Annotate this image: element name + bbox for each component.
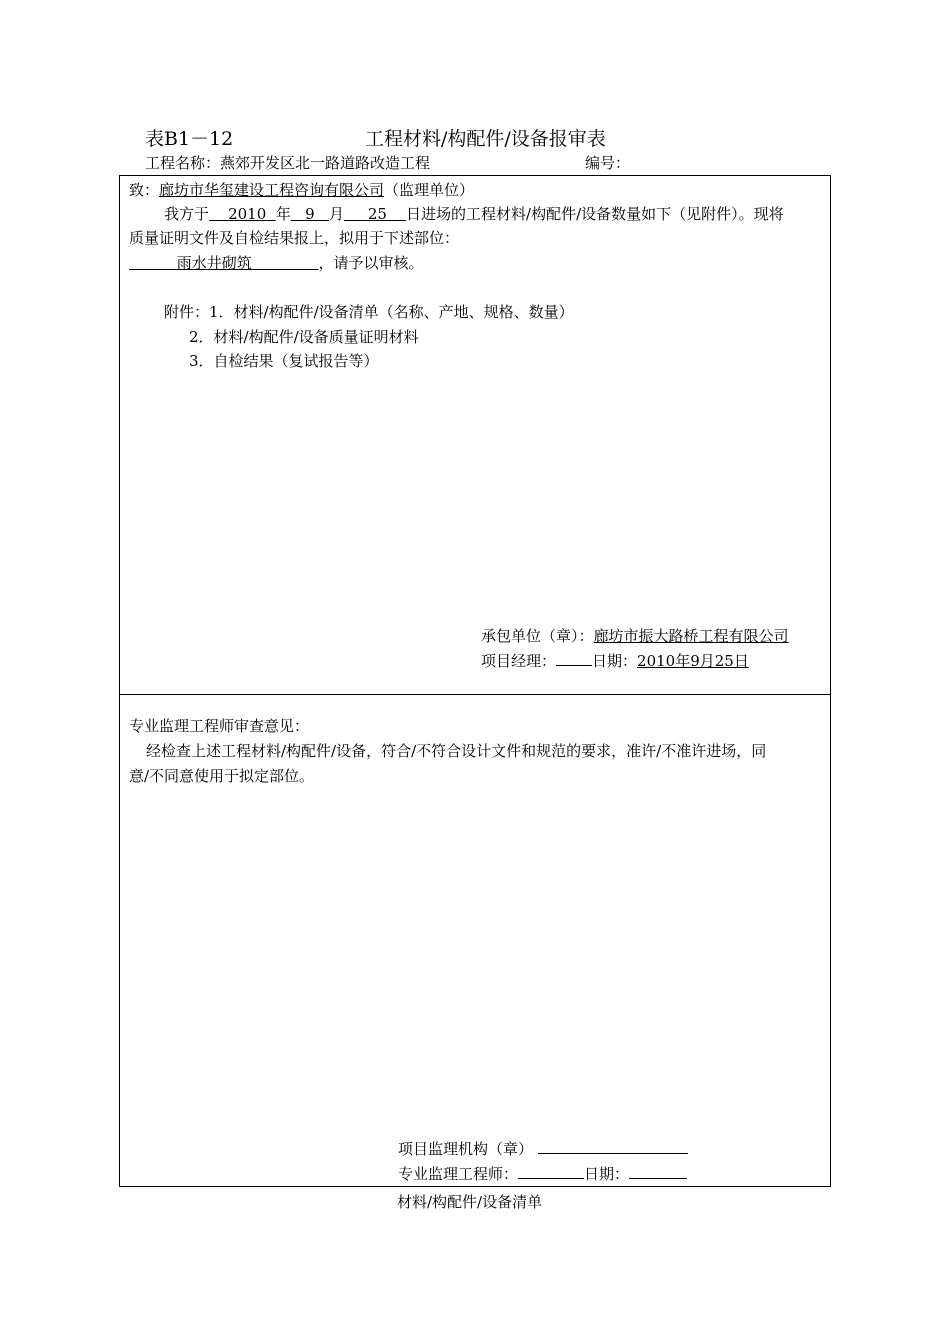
contractor-name: 廊坊市振大路桥工程有限公司 [593,627,789,645]
entry-year: 2010 [228,205,267,223]
review-heading: 专业监理工程师审查意见： [129,717,310,735]
contractor-line: 承包单位（章）：廊坊市振大路桥工程有限公司 [481,627,789,645]
usage-location: 雨水井砌筑 [176,254,252,272]
attachment-3: 3．自检结果（复试报告等） [189,352,379,370]
attachment-2: 2．材料/构配件/设备质量证明材料 [189,328,419,346]
serial-number-label: 编号： [585,154,631,172]
manager-signature-blank [556,651,592,666]
addressee-line: 致：廊坊市华玺建设工程咨询有限公司（监理单位） [129,181,475,199]
location-line: 雨水井砌筑 ，请予以审核。 [176,254,424,272]
application-date: 2010年9月25日 [637,652,749,670]
attachment-1: 附件：1．材料/构配件/设备清单（名称、产地、规格、数量） [164,303,574,321]
body-line-2: 质量证明文件及自检结果报上，拟用于下述部位： [129,229,460,247]
form-title: 工程材料/构配件/设备报审表 [365,128,606,150]
entry-date-line: 我方于 2010 年 9 月 25 日进场的工程材料/构配件/设备数量如下（见附件）。现将 [164,205,784,223]
engineer-signature-blank [518,1164,584,1179]
review-section [119,694,831,1187]
form-code: 表B1－12 [145,128,234,150]
review-date-blank [629,1164,687,1179]
entry-month: 9 [305,205,315,223]
review-text-1: 经检查上述工程材料/构配件/设备，符合/不符合设计文件和规范的要求，准许/不准许进场，同 [146,742,767,760]
engineer-date-line: 专业监理工程师： 日期： [398,1162,687,1186]
review-text-2: 意/不同意使用于拟定部位。 [129,767,315,785]
project-name: 工程名称：燕郊开发区北一路道路改造工程 [145,154,431,172]
next-page-caption: 材料/构配件/设备清单 [397,1193,543,1211]
application-section [119,175,831,695]
manager-date-line: 项目经理： 日期：2010年9月25日 [481,652,749,670]
org-seal-blank [538,1139,688,1154]
supervision-org-line: 项目监理机构（章） [398,1137,688,1161]
supervisor-unit: 廊坊市华玺建设工程咨询有限公司 [159,181,385,199]
entry-day: 25 [367,205,387,223]
